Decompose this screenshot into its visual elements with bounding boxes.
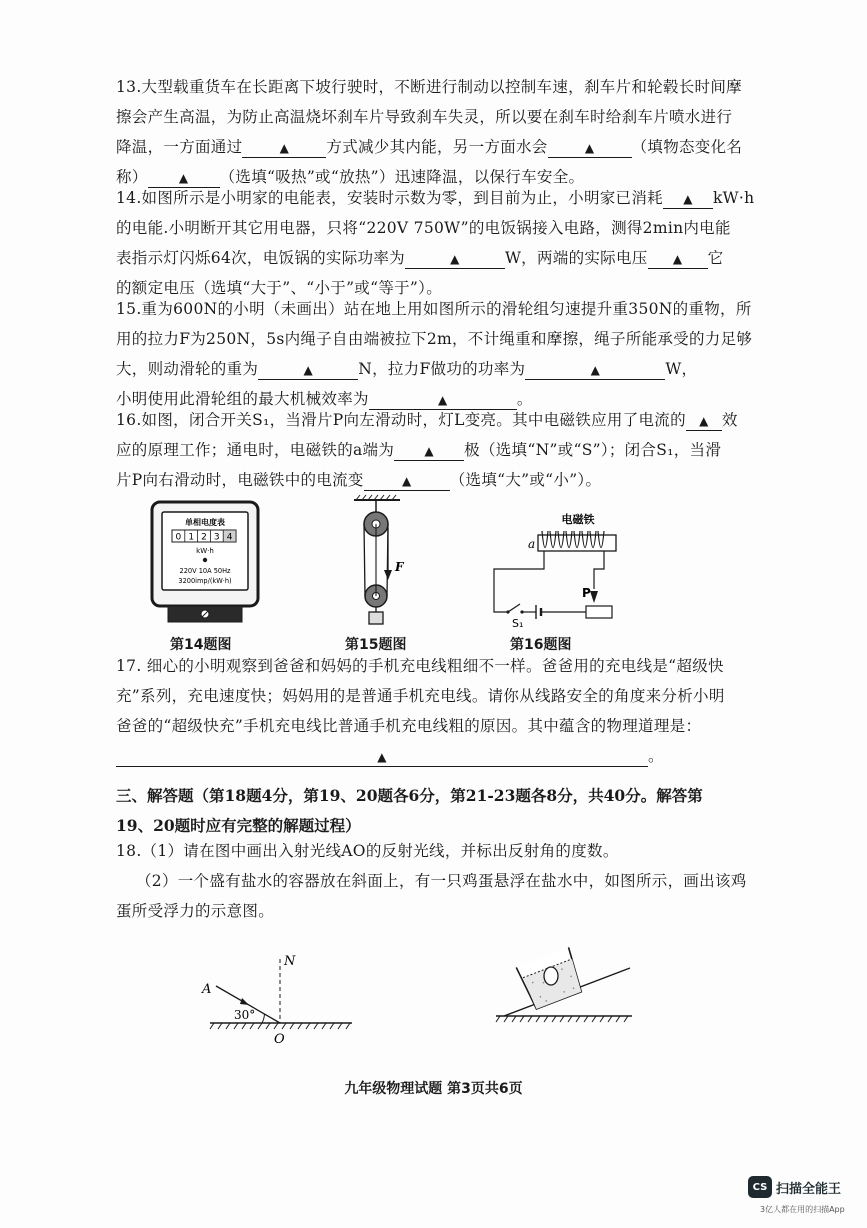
q16-text: 应的原理工作；通电时，电磁铁的a端为 (116, 441, 395, 459)
q13-line-2: 擦会产生高温，为防止高温烧坏刹车片导致刹车失灵，所以要在刹车时给刹车片喷水进行 (116, 108, 733, 126)
question-15 (116, 294, 753, 414)
blank-triangle-icon: ▲ (672, 252, 683, 266)
meter-indicator-light-icon (203, 558, 207, 562)
ray-arrow-icon (240, 998, 249, 1005)
meter-title: 单相电度表 (185, 518, 225, 527)
q17-line-1: 17. 细心的小明观察到爸爸和妈妈的手机充电线粗细不一样。爸爸用的充电线是“超级快 (116, 657, 724, 675)
figure-15-caption: 第15题图 (345, 637, 407, 653)
meter-digit: 0 (175, 532, 182, 543)
answer-blank[interactable] (258, 358, 358, 380)
blank-triangle-icon: ▲ (279, 141, 290, 155)
electric-meter-figure (150, 500, 260, 625)
blank-triangle-icon: ▲ (438, 393, 448, 407)
q15-text: 小明使用此滑轮组的最大机械效率为 (116, 390, 369, 408)
q13-text: （选填“吸热”或“放热”）迅速降温，以保行车安全。 (219, 168, 585, 186)
blank-triangle-icon: ▲ (303, 363, 313, 377)
q13-text: 方式减少其内能，另一方面水会 (326, 138, 548, 156)
blank-triangle-icon: ▲ (584, 141, 595, 155)
q14-line-1 (116, 183, 755, 213)
q17-text: 。 (648, 747, 664, 765)
scanner-watermark (748, 1176, 854, 1222)
load-weight-icon (369, 612, 383, 624)
question-18 (116, 836, 747, 926)
figure-14-caption: 第14题图 (170, 637, 232, 653)
meter-digit: 3 (213, 532, 220, 543)
q13-text: 称） (116, 168, 148, 186)
q17-line-2: 充”系列，充电速度快；妈妈用的是普通手机充电线。请你从线路安全的角度来分析小明 (116, 687, 725, 705)
slider-label: P (582, 586, 591, 600)
q17-line-3: 爸爸的“超级快充”手机充电线比普通手机充电线粗的原因。其中蕴含的物理道理是： (116, 717, 702, 735)
q16-text: 效 (721, 411, 738, 429)
q16-line-2 (116, 435, 728, 465)
q14-text: W，两端的实际电压 (504, 249, 648, 267)
q14-text: 它 (707, 249, 724, 267)
answer-blank[interactable] (394, 439, 464, 461)
question-14 (116, 183, 755, 303)
normal-label: N (284, 954, 296, 969)
blank-triangle-icon: ▲ (683, 192, 693, 206)
q15-text: 大，则动滑轮的重为 (116, 360, 259, 378)
q14-text: 表指示灯闪烁64次，电饭锅的实际功率为 (116, 249, 405, 267)
answer-blank[interactable] (116, 745, 648, 767)
blank-triangle-icon: ▲ (377, 750, 387, 764)
meter-unit: kW·h (196, 547, 214, 555)
q14-line-3 (116, 243, 728, 273)
q18-line-1: 18.（1）请在图中画出入射光线AO的反射光线，并标出反射角的度数。 (116, 842, 619, 860)
q15-line-2: 用的拉力F为250N，5s内绳子自由端被拉下2m，不计绳重和摩擦，绳子所能承受的力足够 (116, 330, 753, 348)
egg-icon (544, 967, 558, 985)
q14-line-4: 的额定电压（选填“大于”、“小于”或“等于”）。 (116, 279, 442, 297)
answer-blank[interactable] (663, 187, 713, 209)
point-o-label: O (274, 1032, 285, 1047)
electromagnet-title: 电磁铁 (561, 513, 595, 526)
q13-line-1: 13.大型载重货车在长距离下坡行驶时，不断进行制动以控制车速，刹车片和轮毂长时间摩 (116, 78, 742, 96)
q15-line-3 (116, 354, 728, 384)
page-footer: 九年级物理试题 第3页共6页 (344, 1081, 523, 1097)
q13-line-3 (116, 132, 743, 162)
reflection-figure (196, 945, 361, 1050)
q13-text: （填物态变化名 (631, 138, 743, 156)
answer-blank[interactable] (686, 409, 722, 431)
q16-text: 极（选填“N”或“S”）；闭合S₁，当滑 (464, 441, 722, 459)
blank-triangle-icon: ▲ (401, 474, 412, 488)
meter-spec-1: 220V 10A 50Hz (179, 567, 231, 575)
q13-text: 降温，一方面通过 (116, 138, 243, 156)
meter-digit: 2 (201, 532, 207, 543)
electromagnet-circuit-figure (488, 505, 638, 630)
q16-line-3 (116, 465, 728, 495)
question-17 (116, 651, 728, 771)
q16-text: 16.如图，闭合开关S₁，当滑片P向左滑动时，灯L变亮。其中电磁铁应用了电流的 (116, 411, 686, 429)
section-3-line-1: 三、解答题（第18题4分，第19、20题各6分，第21-23题各8分，共40分。解答第 (116, 786, 703, 805)
q16-text: 片P向右滑动时，电磁铁中的电流变 (116, 471, 364, 489)
q15-line-1: 15.重为600N的小明（未画出）站在地上用如图所示的滑轮组匀速提升重350N的重物，所 (116, 300, 752, 318)
figure-16-caption: 第16题图 (510, 637, 572, 653)
q15-text: 。 (516, 390, 533, 408)
q16-text: （选填“大”或“小”）。 (449, 471, 602, 489)
point-a-label: A (202, 982, 212, 997)
question-16 (116, 405, 738, 495)
slider-arrow-icon (590, 591, 598, 603)
answer-blank[interactable] (548, 136, 632, 158)
incline-container-figure (490, 918, 640, 1030)
electromagnet-end-label: a (528, 537, 536, 551)
blank-triangle-icon: ▲ (178, 171, 189, 185)
q14-line-2: 的电能.小明断开其它用电器，只将“220V 750W”的电饭锅接入电路，测得2min内电能 (116, 219, 731, 237)
blank-triangle-icon: ▲ (590, 363, 601, 377)
blank-triangle-icon: ▲ (450, 252, 460, 266)
question-13 (116, 72, 743, 192)
answer-blank[interactable] (525, 358, 665, 380)
answer-blank[interactable] (364, 469, 450, 491)
watermark-name: 扫描全能王 (776, 1182, 842, 1197)
pulley-figure (340, 494, 420, 628)
watermark-tagline: 3亿人都在用的扫描App (760, 1205, 845, 1214)
answer-blank[interactable] (242, 136, 326, 158)
meter-digit: 4 (226, 532, 233, 543)
switch-label: S₁ (512, 617, 524, 630)
q14-text: kW·h (712, 189, 755, 207)
rheostat-icon (586, 606, 612, 618)
camscanner-logo-icon: CS (748, 1176, 772, 1198)
meter-spec-2: 3200imp/(kW·h) (178, 577, 232, 585)
switch-icon (508, 604, 520, 612)
pull-arrow-icon (384, 570, 392, 580)
answer-blank[interactable] (648, 247, 708, 269)
q18-line-2: （2）一个盛有盐水的容器放在斜面上，有一只鸡蛋悬浮在盐水中，如图所示，画出该鸡 (136, 872, 747, 890)
angle-label: 30° (234, 1008, 256, 1022)
force-label: F (395, 560, 404, 574)
q14-text: 14.如图所示是小明家的电能表，安装时示数为零，到目前为止，小明家已消耗 (116, 189, 663, 207)
section-3-heading (116, 781, 728, 841)
q18-line-3: 蛋所受浮力的示意图。 (116, 902, 275, 920)
q17-line-4 (116, 741, 728, 771)
meter-digit: 1 (188, 532, 195, 543)
answer-blank[interactable] (405, 247, 505, 269)
section-3-line-2: 19、20题时应有完整的解题过程） (116, 816, 361, 835)
blank-triangle-icon: ▲ (699, 414, 709, 428)
iron-core-icon (538, 535, 616, 551)
q16-line-1 (116, 405, 738, 435)
q15-text: N，拉力F做功的功率为 (358, 360, 526, 378)
q15-text: W， (665, 360, 698, 378)
blank-triangle-icon: ▲ (424, 444, 434, 458)
